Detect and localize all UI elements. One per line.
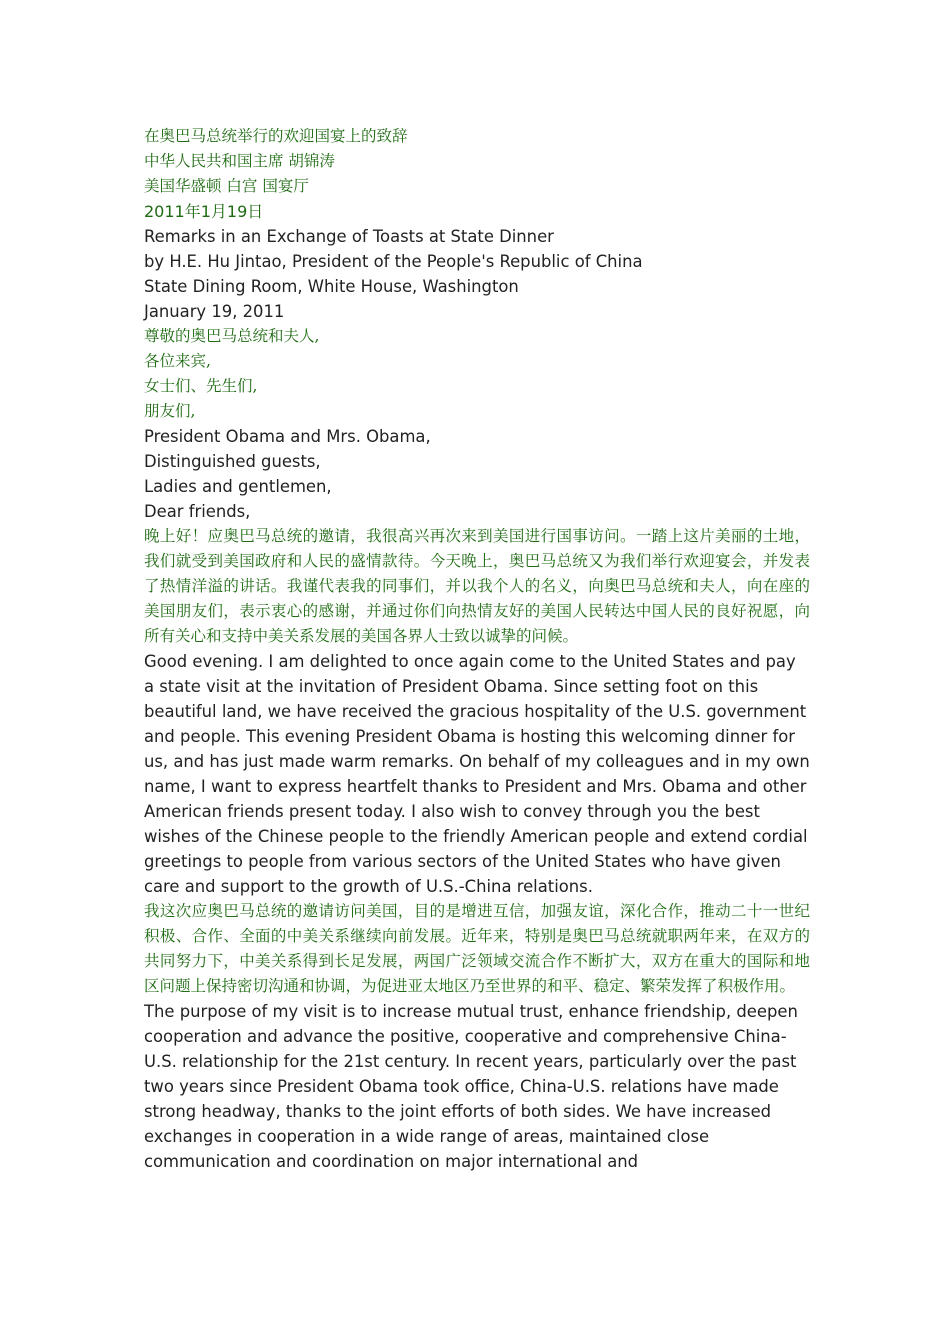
en-paragraph-2: The purpose of my visit is to increase mutual trust, enhance friendship, deepen cooperation and advance the positive, cooperative and comprehensive China-U.S. relationship for the 21st century. In recent years, particularly over the past two years since President Obama took office, China-U.S. relations have made strong headway, thanks to the joint efforts of both sides. We have increased exchanges in cooperation in a wide range of areas, maintained close communication and coordination on major international and	[144, 1002, 798, 1171]
zh-speaker: 中华人民共和国主席 胡锦涛	[144, 152, 335, 170]
en-title: Remarks in an Exchange of Toasts at State Dinner	[144, 227, 554, 246]
zh-salutation-line: 女士们、先生们,	[144, 377, 258, 395]
zh-salutation-line: 各位来宾,	[144, 352, 211, 370]
zh-paragraph-1: 晚上好！应奥巴马总统的邀请，我很高兴再次来到美国进行国事访问。一踏上这片美丽的土地，我们就受到美国政府和人民的盛情款待。今天晚上，奥巴马总统又为我们举行欢迎宴会，并发表了热情洋溢的讲话。我谨代表我的同事们，并以我个人的名义，向奥巴马总统和夫人，向在座的美国朋友们，表示衷心的感谢，并通过你们向热情友好的美国人民转达中国人民的良好祝愿，向所有关心和支持中美关系发展的美国各界人士致以诚挚的问候。	[144, 527, 810, 645]
en-salutation-line: President Obama and Mrs. Obama,	[144, 427, 431, 446]
en-date: January 19, 2011	[144, 302, 285, 321]
en-venue: State Dining Room, White House, Washington	[144, 277, 519, 296]
zh-salutation-line: 尊敬的奥巴马总统和夫人,	[144, 327, 320, 345]
zh-paragraph-2: 我这次应奥巴马总统的邀请访问美国，目的是增进互信，加强友谊，深化合作，推动二十一世纪积极、合作、全面的中美关系继续向前发展。近年来，特别是奥巴马总统就职两年来，在双方的共同努力下，中美关系得到长足发展，两国广泛领域交流合作不断扩大，双方在重大的国际和地区问题上保持密切沟通和协调，为促进亚太地区乃至世界的和平、稳定、繁荣发挥了积极作用。	[144, 902, 810, 995]
zh-title: 在奥巴马总统举行的欢迎国宴上的致辞	[144, 127, 408, 145]
en-paragraph-1: Good evening. I am delighted to once again come to the United States and pay a state visit at the invitation of President Obama. Since setting foot on this beautiful land, we have received the gracious hospitality of the U.S. government and people. This evening President Obama is hosting this welcoming dinner for us, and has just made warm remarks. On behalf of my colleagues and in my own name, I want to express heartfelt thanks to President and Mrs. Obama and other American friends present today. I also wish to convey through you the best wishes of the Chinese people to the friendly American people and extend cordial greetings to people from various sectors of the United States who have given care and support to the growth of U.S.-China relations.	[144, 652, 810, 896]
document-page	[144, 124, 810, 1174]
zh-salutation-line: 朋友们,	[144, 402, 196, 420]
en-salutation-line: Ladies and gentlemen,	[144, 477, 332, 496]
en-salutation-line: Dear friends,	[144, 502, 251, 521]
en-speaker: by H.E. Hu Jintao, President of the People's Republic of China	[144, 252, 643, 271]
zh-date: 2011年1月19日	[144, 202, 264, 221]
zh-venue: 美国华盛顿 白宫 国宴厅	[144, 177, 309, 195]
en-salutation-line: Distinguished guests,	[144, 452, 321, 471]
